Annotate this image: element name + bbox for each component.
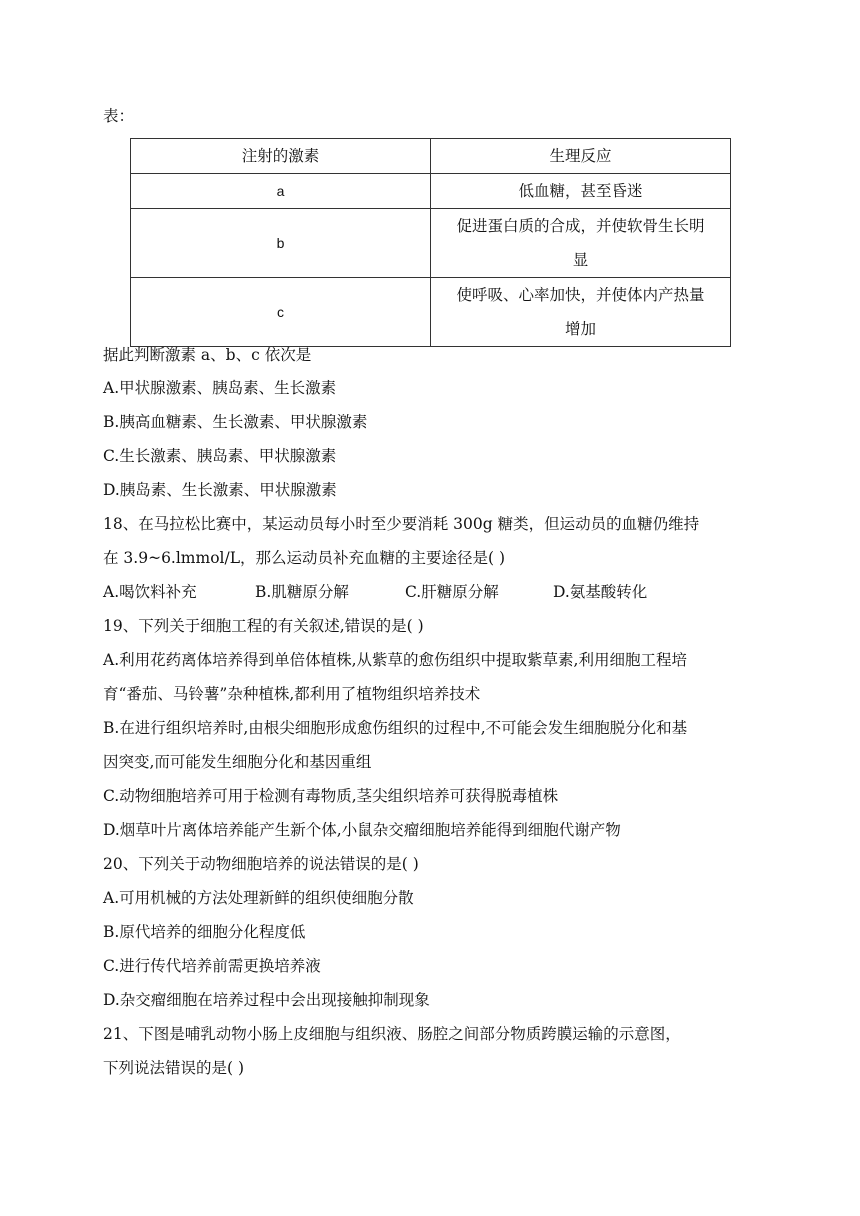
hormone-cell: c	[131, 278, 431, 347]
q19-option-b-line2: 因突变,而可能发生细胞分化和基因重组	[103, 753, 372, 771]
response-text-line: 显	[572, 251, 589, 269]
q19-option-d: D.烟草叶片离体培养能产生新个体,小鼠杂交瘤细胞培养能得到细胞代谢产物	[103, 821, 621, 839]
q18-option-b: B.肌糖原分解	[255, 583, 349, 601]
table-row	[131, 174, 731, 209]
response-cell	[431, 278, 731, 347]
q19-option-c: C.动物细胞培养可用于检测有毒物质,茎尖组织培养可获得脱毒植株	[103, 787, 559, 805]
q19-option-b-line1: B.在进行组织培养时,由根尖细胞形成愈伤组织的过程中,不可能会发生细胞脱分化和基	[103, 719, 688, 737]
hormone-cell: a	[131, 174, 431, 209]
q20-option-a: A.可用机械的方法处理新鲜的组织使细胞分散	[103, 889, 414, 907]
table-row	[131, 209, 731, 278]
q18-option-a: A.喝饮料补充	[103, 583, 197, 601]
q19-option-a-line2: 育“番茄、马铃薯”杂种植株,都利用了植物组织培养技术	[103, 685, 481, 703]
q19-option-a-line1: A.利用花药离体培养得到单倍体植株,从紫草的愈伤组织中提取紫草素,利用细胞工程培	[103, 651, 687, 669]
q21-stem-line1: 21、下图是哺乳动物小肠上皮细胞与组织液、肠腔之间部分物质跨膜运输的示意图，	[103, 1025, 681, 1043]
q17-option-a: A.甲状腺激素、胰岛素、生长激素	[103, 379, 337, 397]
q20-option-d: D.杂交瘤细胞在培养过程中会出现接触抑制现象	[103, 991, 430, 1009]
q18-options	[103, 582, 647, 602]
q20-option-c: C.进行传代培养前需更换培养液	[103, 957, 321, 975]
q17-stem: 据此判断激素 a、b、c 依次是	[103, 346, 312, 364]
table-intro: 表：	[103, 107, 135, 125]
q17-option-d: D.胰岛素、生长激素、甲状腺激素	[103, 481, 337, 499]
q20-option-b: B.原代培养的细胞分化程度低	[103, 923, 306, 941]
q17-option-b: B.胰高血糖素、生长激素、甲状腺激素	[103, 413, 368, 431]
q19-stem: 19、下列关于细胞工程的有关叙述,错误的是( )	[103, 617, 424, 635]
header-hormone: 注射的激素	[131, 139, 431, 174]
table-header-row	[131, 139, 731, 174]
response-text-line: 增加	[564, 320, 596, 338]
header-response: 生理反应	[431, 139, 731, 174]
response-cell: 低血糖，甚至昏迷	[431, 174, 731, 209]
q21-stem-line2: 下列说法错误的是( )	[103, 1059, 245, 1077]
q18-stem-line1: 18、在马拉松比赛中，某运动员每小时至少要消耗 300g 糖类，但运动员的血糖仍维持	[103, 515, 700, 533]
hormone-cell: b	[131, 209, 431, 278]
response-cell	[431, 209, 731, 278]
q18-option-d: D.氨基酸转化	[553, 583, 648, 601]
response-text-line: 促进蛋白质的合成，并使软骨生长明	[456, 217, 705, 235]
q17-option-c: C.生长激素、胰岛素、甲状腺激素	[103, 447, 337, 465]
table-row	[131, 278, 731, 347]
q18-option-c: C.肝糖原分解	[405, 583, 499, 601]
hormone-table	[130, 138, 731, 347]
q20-stem: 20、下列关于动物细胞培养的说法错误的是( )	[103, 855, 419, 873]
response-text-line: 使呼吸、心率加快，并使体内产热量	[456, 286, 705, 304]
q18-stem-line2: 在 3.9~6.lmmol/L，那么运动员补充血糖的主要途径是( )	[103, 549, 506, 567]
